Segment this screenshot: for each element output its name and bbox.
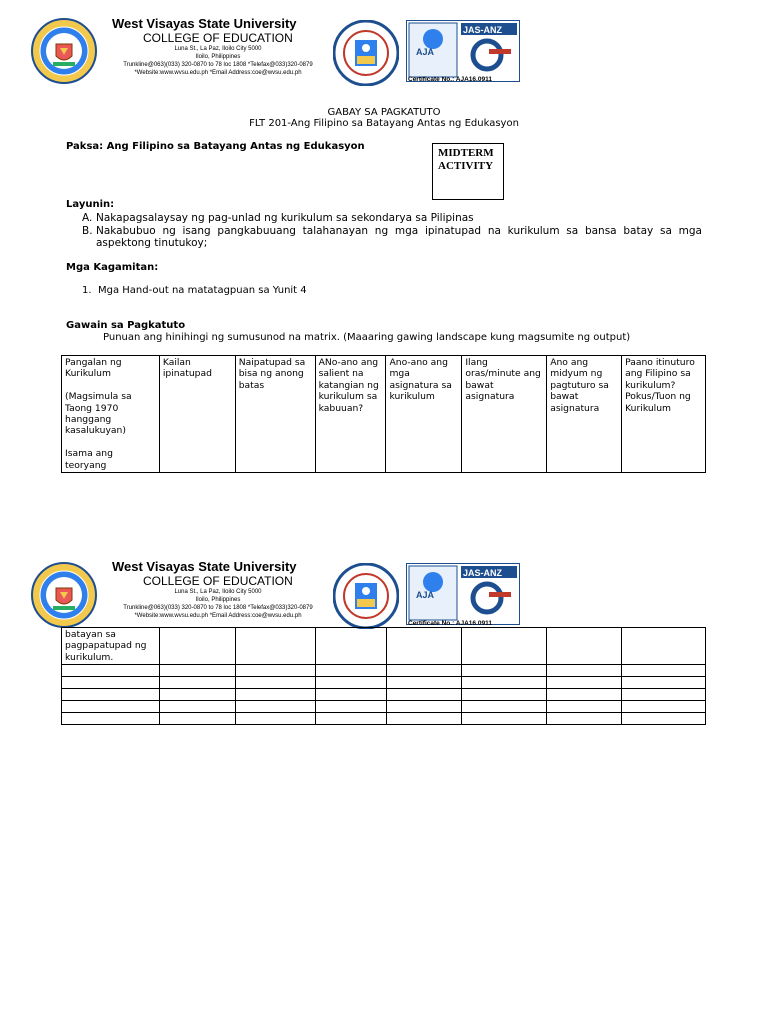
table-cell[interactable] (235, 689, 315, 701)
table-cell[interactable] (622, 713, 706, 725)
certificate-number: Certificate No.: AJA16.0911 (408, 76, 492, 83)
table-cell[interactable] (622, 665, 706, 677)
table-cell[interactable] (386, 665, 462, 677)
table-row (62, 701, 706, 713)
college-name: COLLEGE OF EDUCATION (143, 31, 293, 45)
table-cell[interactable] (462, 713, 547, 725)
header-cell: Ano ang midyum ng pagtuturo sa bawat asignatura (547, 356, 622, 473)
table-row (62, 628, 706, 665)
table-cell[interactable] (547, 665, 622, 677)
table-cell[interactable] (386, 701, 462, 713)
table-row (62, 689, 706, 701)
table-cell[interactable] (462, 677, 547, 689)
task-instruction: Punuan ang hinihingi ng sumusunod na matrix. (Maaaring gawing landscape kung magsumite ng output) (103, 332, 631, 343)
table-cell[interactable] (547, 689, 622, 701)
jas-anz-label: JAS-ANZ (462, 568, 502, 578)
aja-label: AJA (416, 590, 435, 600)
table-cell[interactable] (159, 713, 235, 725)
document-title: GABAY SA PAGKATUTO (327, 107, 441, 118)
table-cell[interactable] (386, 689, 462, 701)
table-cell[interactable] (386, 713, 462, 725)
header-cell: Paano itinuturo ang Filipino sa kurikulum? Pokus/Tuon ng Kurikulum (622, 356, 706, 473)
wvsu-seal-logo (31, 562, 97, 628)
objectives-heading: Layunin: (66, 199, 115, 210)
table-cell[interactable] (159, 665, 235, 677)
table-cell[interactable] (622, 677, 706, 689)
table-cell[interactable] (315, 628, 386, 665)
table-row (62, 665, 706, 677)
table-cell[interactable] (315, 713, 386, 725)
table-cell[interactable] (386, 677, 462, 689)
curriculum-matrix-table (61, 355, 706, 473)
table-cell[interactable] (547, 701, 622, 713)
web-email-line: *Website:www.wvsu.edu.ph *Email Address:coe@wvsu.edu.ph (134, 70, 302, 76)
table-cell[interactable] (235, 677, 315, 689)
table-cell[interactable] (462, 689, 547, 701)
table-cell[interactable] (159, 689, 235, 701)
table-cell[interactable] (547, 628, 622, 665)
midterm-activity-box: MIDTERM ACTIVITY (432, 143, 504, 200)
curriculum-matrix-table-continued (61, 627, 706, 725)
header-cell: Ilang oras/minute ang bawat asignatura (462, 356, 547, 473)
table-cell[interactable] (62, 665, 160, 677)
table-cell[interactable] (159, 677, 235, 689)
table-row (62, 713, 706, 725)
university-name: West Visayas State University (112, 559, 297, 574)
table-cell[interactable] (235, 665, 315, 677)
wvsu-seal-logo (31, 18, 97, 84)
table-cell[interactable] (315, 689, 386, 701)
table-cell[interactable] (235, 701, 315, 713)
header-cell: ANo-ano ang salient na katangian ng kurikulum sa kabuuan? (315, 356, 386, 473)
header-cell: Kailan ipinatupad (159, 356, 235, 473)
table-cell[interactable] (159, 701, 235, 713)
aja-label: AJA (416, 47, 435, 57)
table-cell[interactable] (547, 713, 622, 725)
header-cell: Pangalan ng Kurikulum (Magsimula sa Taong 1970 hanggang kasalukuyan) Isama ang teoryang (62, 356, 160, 473)
materials-heading: Mga Kagamitan: (66, 262, 159, 273)
table-cell[interactable] (235, 713, 315, 725)
header-cell: Ano-ano ang mga asignatura sa kurikulum (386, 356, 462, 473)
table-cell[interactable] (462, 665, 547, 677)
phone-line: Trunkline@063)(033) 320-0870 to 78 loc 1808 *Telefax@033)320-0879 (123, 62, 313, 68)
table-row (62, 677, 706, 689)
topic: Paksa: Ang Filipino sa Batayang Antas ng Edukasyon (66, 141, 365, 152)
table-cell[interactable] (547, 677, 622, 689)
header-cell: Naipatupad sa bisa ng anong batas (235, 356, 315, 473)
course-title: FLT 201-Ang Filipino sa Batayang Antas ng Edukasyon (249, 118, 519, 129)
objective-item: B. Nakabubuo ng isang pangkabuuang talahanayan ng mga ipinatupad na kurikulum sa bansa batay sa mga aspektong tinutukoy; (82, 224, 702, 249)
table-cell[interactable] (62, 689, 160, 701)
table-cell[interactable] (315, 677, 386, 689)
material-item: 1. Mga Hand-out na matatagpuan sa Yunit 4 (82, 285, 307, 296)
certificate-number: Certificate No.: AJA16.0911 (408, 620, 492, 627)
table-cell[interactable] (315, 665, 386, 677)
table-cell[interactable] (462, 701, 547, 713)
address-line-1: Luna St., La Paz, Iloilo City 5000 (174, 589, 262, 595)
table-cell[interactable] (62, 701, 160, 713)
address-line-1: Luna St., La Paz, Iloilo City 5000 (174, 46, 262, 52)
table-cell[interactable]: batayan sa pagpapatupad ng kurikulum. (62, 628, 160, 665)
table-cell[interactable] (159, 628, 235, 665)
table-cell[interactable] (462, 628, 547, 665)
college-of-education-logo (333, 20, 399, 86)
college-name: COLLEGE OF EDUCATION (143, 574, 293, 588)
phone-line: Trunkline@063)(033) 320-0870 to 78 loc 1808 *Telefax@033)320-0879 (123, 605, 313, 611)
college-of-education-logo (333, 563, 399, 629)
table-cell[interactable] (622, 689, 706, 701)
objective-item: A. Nakapagsalaysay ng pag-unlad ng kurikulum sa sekondarya sa Pilipinas (82, 212, 474, 224)
objectives-list (66, 212, 702, 250)
table-cell[interactable] (622, 628, 706, 665)
address-line-2: Iloilo, Philippines (195, 54, 241, 60)
table-cell[interactable] (62, 713, 160, 725)
table-cell[interactable] (386, 628, 462, 665)
task-heading: Gawain sa Pagkatuto (66, 320, 186, 331)
table-cell[interactable] (315, 701, 386, 713)
table-cell[interactable] (235, 628, 315, 665)
table-cell[interactable] (622, 701, 706, 713)
web-email-line: *Website:www.wvsu.edu.ph *Email Address:coe@wvsu.edu.ph (134, 613, 302, 619)
university-name: West Visayas State University (112, 16, 297, 31)
table-header-row (62, 356, 706, 473)
address-line-2: Iloilo, Philippines (195, 597, 241, 603)
jas-anz-label: JAS-ANZ (462, 25, 502, 35)
table-cell[interactable] (62, 677, 160, 689)
